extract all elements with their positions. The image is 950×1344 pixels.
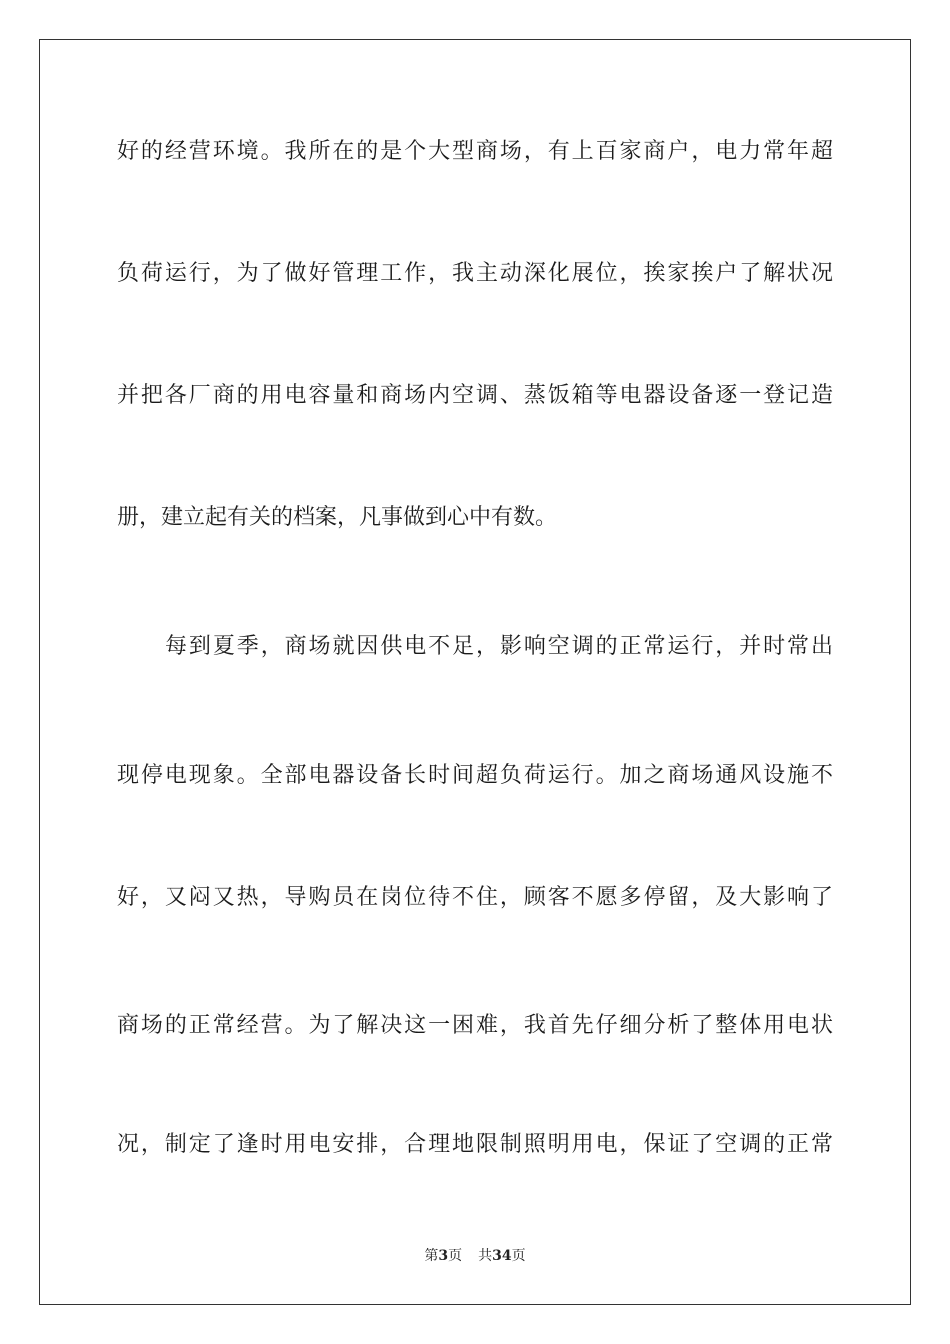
- text-line: 负荷运行，为了做好管理工作，我主动深化展位，挨家挨户了解状况: [117, 261, 833, 286]
- total-suffix: 页: [511, 1248, 526, 1264]
- text-line: 册，建立起有关的档案，凡事做到心中有数。: [117, 505, 558, 530]
- text-line: 好的经营环境。我所在的是个大型商场，有上百家商户，电力常年超: [117, 139, 833, 164]
- page-prefix: 第: [424, 1248, 439, 1264]
- text-line: 好，又闷又热，导购员在岗位待不住，顾客不愿多停留，及大影响了: [117, 885, 833, 910]
- page-suffix: 页: [448, 1248, 463, 1264]
- page-footer: [0, 1246, 950, 1266]
- paragraph-start-line: 每到夏季，商场就因供电不足，影响空调的正常运行，并时常出: [165, 634, 833, 659]
- text-line: 现停电现象。全部电器设备长时间超负荷运行。加之商场通风设施不: [117, 763, 833, 788]
- total-pages: 34: [492, 1248, 512, 1264]
- page-number: 3: [438, 1248, 449, 1264]
- page-border: [39, 39, 911, 1305]
- text-line: 况，制定了逢时用电安排，合理地限制照明用电，保证了空调的正常: [117, 1132, 833, 1157]
- text-line: 并把各厂商的用电容量和商场内空调、蒸饭箱等电器设备逐一登记造: [117, 383, 833, 408]
- total-prefix: 共: [478, 1248, 493, 1264]
- text-line: 商场的正常经营。为了解决这一困难，我首先仔细分析了整体用电状: [117, 1013, 833, 1038]
